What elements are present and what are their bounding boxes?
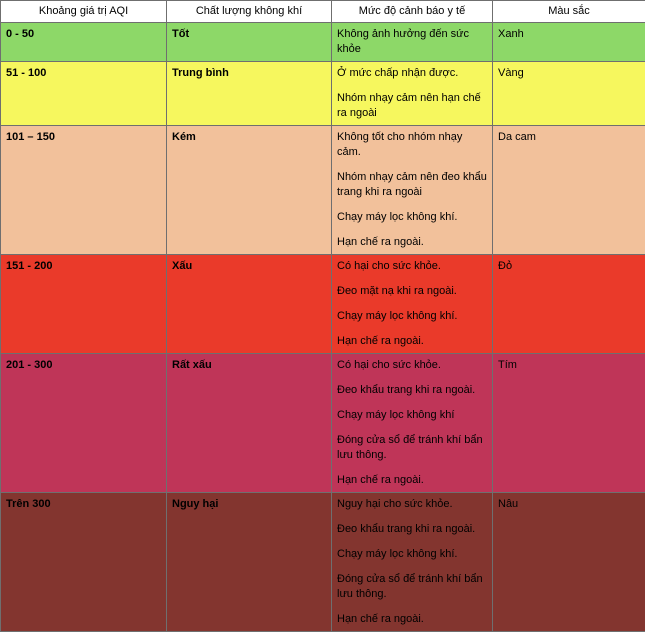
health-warning-item: Hạn chế ra ngoài. xyxy=(337,335,424,347)
color-name-cell: Nâu xyxy=(493,493,645,632)
table-row xyxy=(1,126,645,255)
header-color: Màu sắc xyxy=(493,1,645,23)
health-warning-item: Nhóm nhạy cảm nên đeo khẩu trang khi ra ngoài xyxy=(337,171,487,198)
health-warning-item: Có hại cho sức khỏe. xyxy=(337,359,441,371)
table-row xyxy=(1,23,645,62)
air-quality-cell: Trung bình xyxy=(167,62,332,126)
air-quality-cell: Tốt xyxy=(167,23,332,62)
health-warning-item: Ở mức chấp nhận được. xyxy=(337,67,459,79)
table-row xyxy=(1,255,645,354)
health-warning-item: Không ảnh hưởng đến sức khỏe xyxy=(337,28,470,55)
aqi-range-cell: 0 - 50 xyxy=(1,23,167,62)
health-warning-item: Nhóm nhạy cảm nên hạn chế ra ngoài xyxy=(337,92,481,119)
table-row xyxy=(1,354,645,493)
header-warning: Mức độ cảnh báo y tế xyxy=(332,1,493,23)
aqi-range-cell: 51 - 100 xyxy=(1,62,167,126)
color-name-cell: Tím xyxy=(493,354,645,493)
health-warning-item: Hạn chế ra ngoài. xyxy=(337,474,424,486)
health-warning-item: Không tốt cho nhóm nhạy cảm. xyxy=(337,131,463,158)
air-quality-cell: Kém xyxy=(167,126,332,255)
table-body xyxy=(1,23,645,632)
health-warning-item: Đóng cửa sổ để tránh khí bẩn lưu thông. xyxy=(337,573,483,600)
air-quality-cell: Rất xấu xyxy=(167,354,332,493)
health-warning-item: Chạy máy lọc không khí. xyxy=(337,310,458,322)
health-warning-cell xyxy=(332,493,493,632)
color-name-cell: Xanh xyxy=(493,23,645,62)
health-warning-cell xyxy=(332,255,493,354)
health-warning-item: Có hại cho sức khỏe. xyxy=(337,260,441,272)
color-name-cell: Da cam xyxy=(493,126,645,255)
header-row xyxy=(1,1,645,23)
table-row xyxy=(1,62,645,126)
aqi-range-cell: 151 - 200 xyxy=(1,255,167,354)
color-name-cell: Vàng xyxy=(493,62,645,126)
health-warning-cell xyxy=(332,126,493,255)
health-warning-cell xyxy=(332,62,493,126)
health-warning-item: Đeo mặt nạ khi ra ngoài. xyxy=(337,285,457,297)
header-quality: Chất lượng không khí xyxy=(167,1,332,23)
health-warning-cell xyxy=(332,23,493,62)
air-quality-cell: Nguy hại xyxy=(167,493,332,632)
aqi-range-cell: Trên 300 xyxy=(1,493,167,632)
header-range: Khoảng giá trị AQI xyxy=(1,1,167,23)
health-warning-item: Nguy hại cho sức khỏe. xyxy=(337,498,453,510)
health-warning-cell xyxy=(332,354,493,493)
aqi-range-cell: 101 – 150 xyxy=(1,126,167,255)
health-warning-item: Chạy máy lọc không khí. xyxy=(337,548,458,560)
health-warning-item: Đóng cửa sổ để tránh khí bẩn lưu thông. xyxy=(337,434,483,461)
color-name-cell: Đỏ xyxy=(493,255,645,354)
health-warning-item: Hạn chế ra ngoài. xyxy=(337,613,424,625)
aqi-range-cell: 201 - 300 xyxy=(1,354,167,493)
health-warning-item: Đeo khẩu trang khi ra ngoài. xyxy=(337,384,476,396)
health-warning-item: Chạy máy lọc không khí xyxy=(337,409,455,421)
health-warning-item: Chạy máy lọc không khí. xyxy=(337,211,458,223)
health-warning-item: Đeo khẩu trang khi ra ngoài. xyxy=(337,523,476,535)
health-warning-item: Hạn chế ra ngoài. xyxy=(337,236,424,248)
table-row xyxy=(1,493,645,632)
air-quality-cell: Xấu xyxy=(167,255,332,354)
